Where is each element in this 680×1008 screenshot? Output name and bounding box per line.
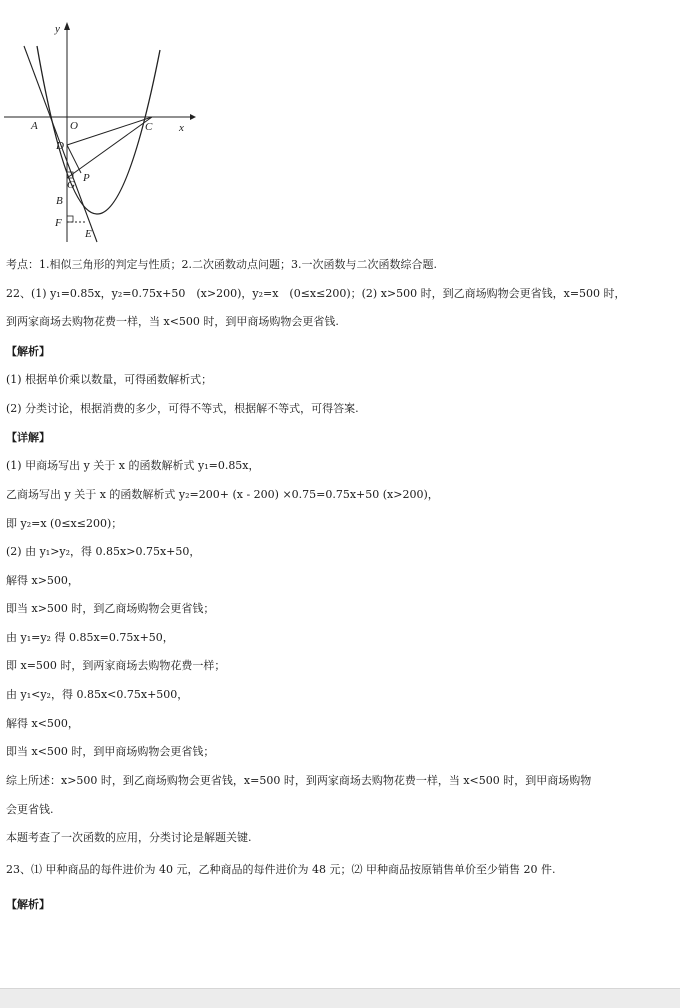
- label-f: F: [55, 217, 62, 229]
- label-x: x: [179, 122, 184, 134]
- analysis-line-2: (2) 分类讨论，根据消费的多少，可得不等式，根据解不等式，可得答案.: [6, 402, 359, 415]
- detail-line-7: 由 y₁=y₂ 得 0.85x=0.75x+50，: [6, 631, 174, 644]
- segment-gc: [67, 117, 152, 178]
- label-o: O: [70, 120, 78, 132]
- analysis-line-1: (1) 根据单价乘以数量，可得函数解析式；: [6, 373, 213, 386]
- detail-line-8: 即 x=500 时，到两家商场去购物花费一样；: [6, 659, 226, 672]
- summary-line-2: 会更省钱.: [6, 803, 54, 816]
- q22-answer-line-1: 22、(1) y₁=0.85x，y₂=0.75x+50 (x>200)，y₂=x (0≤x≤200)；(2) x>500 时，到乙商场购物会更省钱，x=500 时，: [6, 287, 626, 300]
- q23-analysis-heading: 【解析】: [6, 898, 50, 911]
- label-d: D: [56, 140, 64, 152]
- x-axis-arrow: [190, 114, 196, 120]
- label-y: y: [55, 23, 60, 35]
- y-axis-arrow: [64, 22, 70, 30]
- detail-line-6: 即当 x>500 时，到乙商场购物会更省钱；: [6, 602, 215, 615]
- detail-line-2: 乙商场写出 y 关于 x 的函数解析式 y₂=200+ (x - 200) ×0.75=0.75x+50 (x>200)，: [6, 488, 439, 501]
- detail-line-4: (2) 由 y₁>y₂，得 0.85x>0.75x+50，: [6, 545, 201, 558]
- conclusion-line: 本题考查了一次函数的应用，分类讨论是解题关键.: [6, 831, 252, 844]
- q22-answer-line-2: 到两家商场去购物花费一样，当 x<500 时，到甲商场购物会更省钱.: [6, 315, 339, 328]
- label-p: P: [83, 172, 90, 184]
- summary-line-1: 综上所述：x>500 时，到乙商场购物会更省钱，x=500 时，到两家商场去购物花费一样，当 x<500 时，到甲商场购物: [6, 774, 592, 787]
- detail-heading: 【详解】: [6, 431, 50, 444]
- label-g: G: [67, 179, 75, 191]
- detail-line-10: 解得 x<500，: [6, 717, 79, 730]
- detail-line-5: 解得 x>500，: [6, 574, 79, 587]
- label-c: C: [145, 121, 153, 133]
- right-angle-mark-f: [67, 216, 73, 222]
- page-bottom-bar: [0, 988, 680, 1008]
- parabola-figure: [0, 10, 200, 250]
- q23-answer-line: 23、⑴ 甲种商品的每件进价为 40 元，乙种商品的每件进价为 48 元；⑵ 甲种商品按原销售单价至少销售 20 件.: [6, 863, 556, 876]
- segment-dp: [67, 145, 81, 173]
- label-e: E: [85, 228, 92, 240]
- label-a: A: [31, 120, 38, 132]
- label-b: B: [56, 195, 63, 207]
- analysis-heading: 【解析】: [6, 345, 50, 358]
- detail-line-1: (1) 甲商场写出 y 关于 x 的函数解析式 y₁=0.85x，: [6, 459, 260, 472]
- detail-line-9: 由 y₁<y₂，得 0.85x<0.75x+500，: [6, 688, 189, 701]
- kaodian-line: 考点：1.相似三角形的判定与性质；2.二次函数动点问题；3.一次函数与二次函数综合题.: [6, 258, 437, 271]
- detail-line-3: 即 y₂=x (0≤x≤200)；: [6, 517, 123, 530]
- detail-line-11: 即当 x<500 时，到甲商场购物会更省钱；: [6, 745, 215, 758]
